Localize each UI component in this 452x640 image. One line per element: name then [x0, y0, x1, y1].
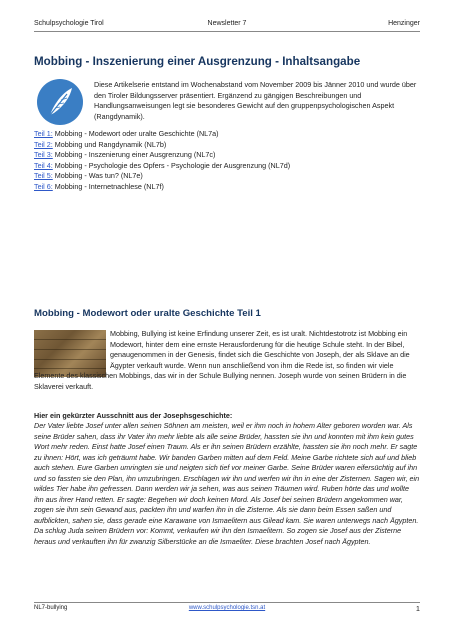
toc-link-teil-2[interactable]: Teil 2:: [34, 139, 53, 149]
toc-link-teil-3[interactable]: Teil 3:: [34, 150, 53, 159]
header-divider: [34, 31, 420, 32]
toc-item: [34, 150, 414, 161]
toc-link-teil-6[interactable]: Teil 6:: [34, 181, 53, 191]
page-footer: [34, 605, 420, 617]
header-center: Newsletter 7: [207, 20, 247, 27]
footer-divider: [34, 602, 420, 603]
toc-item: [34, 171, 414, 182]
toc-item-text: Mobbing - Modewort oder uralte Geschichte (NL7a): [52, 129, 219, 138]
toc-item-text: Mobbing - Internetnachlese (NL7f): [52, 181, 164, 191]
toc-item: [34, 161, 414, 172]
toc-link-teil-1[interactable]: Teil 1:: [34, 129, 53, 138]
page-number: 1: [415, 604, 420, 613]
toc-item: [34, 182, 414, 193]
excerpt-text: Der Vater liebte Josef unter allen seinen Söhnen am meisten, weil er ihm noch in hohem Alter geboren worden war. Als seine Brüder sahen, dass ihr Vater ihn mehr liebte als alle seine Brüder, hassten sie ihn und konnten mit ihm kein gutes Wort mehr reden. Einst hatte Josef einen Traum. Als er ihn seinen Brüdern erzählte, hassten sie ihn noch mehr. Er sagte zu ihnen: Hört, was ich geträumt habe. Wir banden Garben mitten auf dem Feld. Meine Garbe richtete sich auf und blieb auch stehen. Eure Garben umringten sie und neigten sich tief vor meiner Garbe. Seine Brüder waren eifersüchtig auf ihn und so fassten sie den Plan, ihn umzubringen. Erschlagen wir ihn und werfen wir ihn in eine der Zisternen. Sagen wir, ein wildes Tier habe ihn gefressen. Dann werden wir ja sehen, was aus seinen Träumen wird. Ruben hörte das und wollte ihn aus ihrer Hand retten. Er sagte: Begehen wir doch keinen Mord. Als Josef bei seinen Brüdern angekommen war, zogen sie ihm sein Gewand aus, packten ihn und warfen ihn in die Zisterne. Als sie dann beim Essen saßen und aufblickten, sahen sie, dass gerade eine Karawane von Ismaelitern aus Gilead kam. Sie waren unterwegs nach Ägypten. Da schlug Juda seinen Brüdern vor: Kommt, verkaufen wir ihn den Ismaelitern. So zogen sie Josef aus der Zisterne heraus und verkauften ihn für zwanzig Silberstücke an die Ismaeliter. Diese brachten Josef nach Ägypten.: [34, 421, 420, 546]
toc-item-text: Mobbing - Inszenierung einer Ausgrenzung (NL7c): [52, 150, 216, 159]
header-left: Schulpsychologie Tirol: [34, 20, 104, 27]
toc-link-teil-5[interactable]: Teil 5:: [34, 171, 53, 180]
quill-feather-icon: [36, 78, 84, 126]
toc-item-text: Mobbing - Was tun? (NL7e): [52, 171, 143, 180]
footer-left: NL7-bullying: [34, 605, 68, 611]
toc-link-teil-4[interactable]: Teil 4:: [34, 160, 53, 170]
footer-link[interactable]: www.schulpsychologie.tsn.at: [188, 605, 266, 611]
section-body-text: Mobbing, Bullying ist keine Erfindung unserer Zeit, es ist uralt. Nichtdestotrotz ist Mobbing ein Modewort, hinter dem eine ernste Herausforderung für die heutige Schule steht. In der Bibel, genaugenommen in der Genesis, findet sich die Geschichte von Joseph, der als Sklave an die Ägypter verkauft wurde. Wenn nun anschließend von ihm die Rede ist, so finden wir viele Elemente des klassischen Mobbings, das wir in der Schule Bullying nennen. Joseph wurde von seinen Brüdern in die Sklaverei verkauft.: [34, 329, 410, 391]
toc-item: [34, 129, 414, 140]
toc-item-text: Mobbing - Psychologie des Opfers - Psychologie der Ausgrenzung (NL7d): [52, 160, 291, 170]
page-title: Mobbing - Inszenierung einer Ausgrenzung - Inhaltsangabe: [34, 55, 361, 68]
excerpt-heading: Hier ein gekürzter Ausschnitt aus der Josephsgeschichte:: [34, 411, 233, 420]
section-body: [34, 329, 420, 392]
table-of-contents: [34, 129, 414, 192]
section-title: Mobbing - Modewort oder uralte Geschichte Teil 1: [34, 308, 261, 319]
intro-paragraph: Diese Artikelserie entstand im Wochenabstand vom November 2009 bis Jänner 2010 und wurde über den Tiroler Bildungsserver präsentiert. Ergänzend zu gängigen Beschreibungen und Handlungsanweisungen legt sie besonderes Gewicht auf den gruppenpsychologischen Aspekt (Rangdynamik).: [94, 80, 417, 121]
toc-item-text: Mobbing und Rangdynamik (NL7b): [52, 139, 167, 149]
header-right: Henzinger: [388, 20, 420, 27]
toc-item: [34, 140, 414, 151]
